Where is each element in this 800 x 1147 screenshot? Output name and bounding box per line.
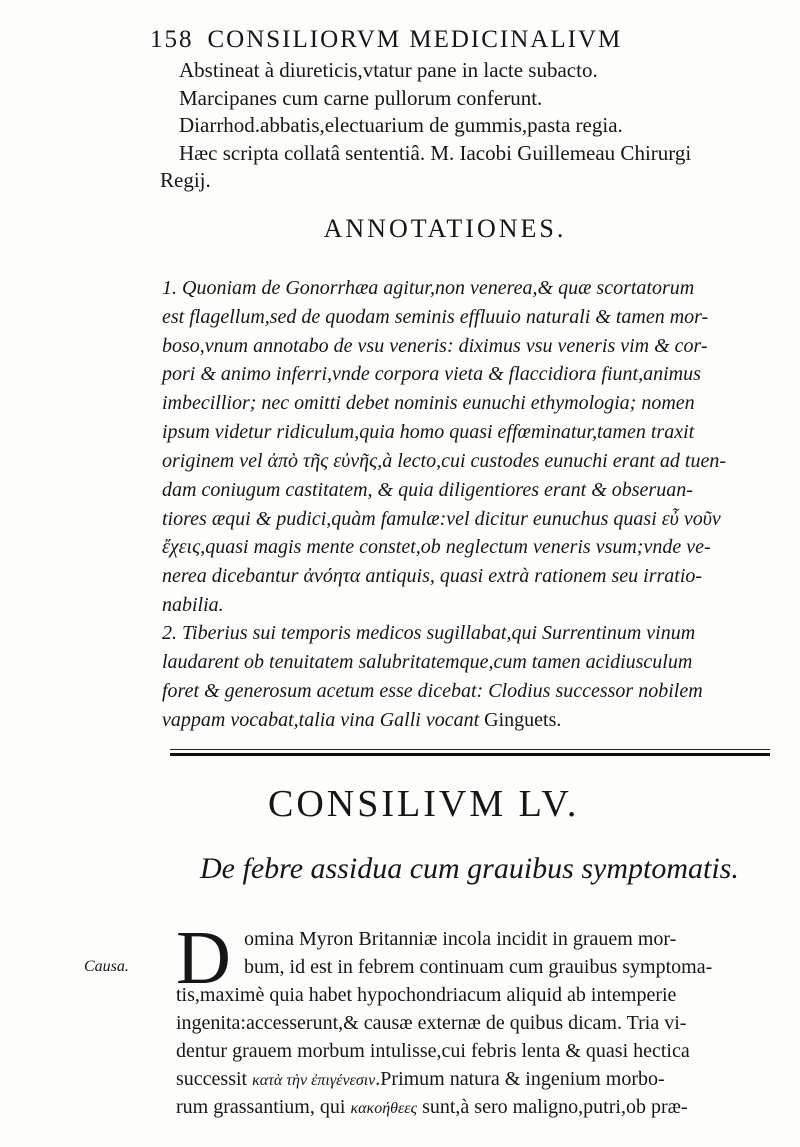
- running-title: CONSILIORVM MEDICINALIVM: [207, 26, 623, 53]
- body-line: tis,maximè quia habet hypochondriacum aliquid ab intemperie: [176, 984, 677, 1006]
- annotation-line: originem vel ἀπὸ τῆς εὐνῆς,à lecto,cui custodes eunuchi erant ad tuen-: [162, 450, 727, 472]
- annotation-line: foret & generosum acetum esse dicebat: Clodius successor nobilem: [162, 680, 703, 702]
- separator-rule: [170, 749, 770, 750]
- greek-phrase: κατὰ τὴν ἐπιγένεσιν: [252, 1072, 376, 1089]
- annotation-text: vappam vocabat,talia vina Galli vocant: [162, 709, 480, 731]
- body-line: dentur grauem morbum intulisse,cui febris lenta & quasi hectica: [176, 1040, 690, 1062]
- margin-note: Causa.: [84, 958, 129, 975]
- greek-phrase: κακοήθεες: [350, 1100, 418, 1117]
- annotation-line: [162, 709, 561, 732]
- text-line: Abstineat à diureticis,vtatur pane in lacte subacto.: [179, 58, 598, 82]
- body-line: [176, 1068, 665, 1091]
- annotation-line: 2. Tiberius sui temporis medicos sugillabat,qui Surrentinum vinum: [162, 622, 696, 644]
- body-text: successit: [176, 1068, 248, 1090]
- running-head: [150, 26, 622, 54]
- body-text: sunt,à sero maligno,putri,ob præ-: [422, 1096, 688, 1118]
- annotation-line: tiores æqui & pudici,quàm famulæ:vel dicitur eunuchus quasi εὖ νοῦν: [162, 508, 721, 530]
- text-line: Regij.: [160, 168, 211, 192]
- annotation-line: 1. Quoniam de Gonorrhæa agitur,non venerea,& quæ scortatorum: [162, 277, 695, 299]
- body-line: omina Myron Britanniæ incola incidit in grauem mor-: [244, 928, 677, 950]
- annotation-line: ἔχεις,quasi magis mente constet,ob neglectum veneris vsum;vnde ve-: [162, 536, 711, 558]
- body-text: .Primum natura & ingenium morbo-: [375, 1068, 665, 1090]
- text-line: Diarrhod.abbatis,electuarium de gummis,pasta regia.: [179, 113, 623, 137]
- body-line: ingenita:accesserunt,& causæ externæ de quibus dicam. Tria vi-: [176, 1012, 687, 1034]
- drop-cap: D: [176, 916, 231, 1000]
- annotation-line: nerea dicebantur ἀνόητα antiquis, quasi extrà rationem seu irratio-: [162, 565, 703, 587]
- annotation-line: pori & animo inferri,vnde corpora vieta & flaccidiora fiunt,animus: [162, 363, 701, 385]
- annotation-line: est flagellum,sed de quodam seminis effluuio naturali & tamen mor-: [162, 306, 709, 328]
- separator-rule: [170, 753, 770, 756]
- text-line: Hæc scripta collatâ sententiâ. M. Iacobi Guillemeau Chirurgi: [179, 141, 692, 165]
- annotation-line: laudarent ob tenuitatem salubritatemque,cum tamen acidiusculum: [162, 651, 693, 673]
- text-line: Marcipanes cum carne pullorum conferunt.: [179, 86, 543, 110]
- consilium-subtitle: De febre assidua cum grauibus symptomatis.: [200, 852, 739, 885]
- annotation-line: nabilia.: [162, 594, 224, 616]
- annotation-line: boso,vnum annotabo de vsu veneris: diximus vsu veneris vim & cor-: [162, 335, 708, 357]
- body-text: rum grassantium, qui: [176, 1096, 346, 1118]
- annotation-line: ipsum videtur ridiculum,quia homo quasi effœminatur,tamen traxit: [162, 421, 695, 443]
- page-number: 158: [150, 26, 194, 53]
- annotation-text-roman: Ginguets.: [484, 709, 562, 731]
- annotation-line: imbecillior; nec omitti debet nominis eunuchi ethymologia; nomen: [162, 392, 695, 414]
- annotation-line: dam coniugum castitatem, & quia diligentiores erant & obseruan-: [162, 479, 693, 501]
- body-line: [176, 1096, 688, 1119]
- body-line: bum, id est in febrem continuam cum grauibus symptoma-: [244, 956, 713, 978]
- annotationes-heading: ANNOTATIONES.: [323, 214, 567, 243]
- consilium-title: CONSILIVM LV.: [268, 783, 580, 825]
- show-through-text: [480, 175, 484, 195]
